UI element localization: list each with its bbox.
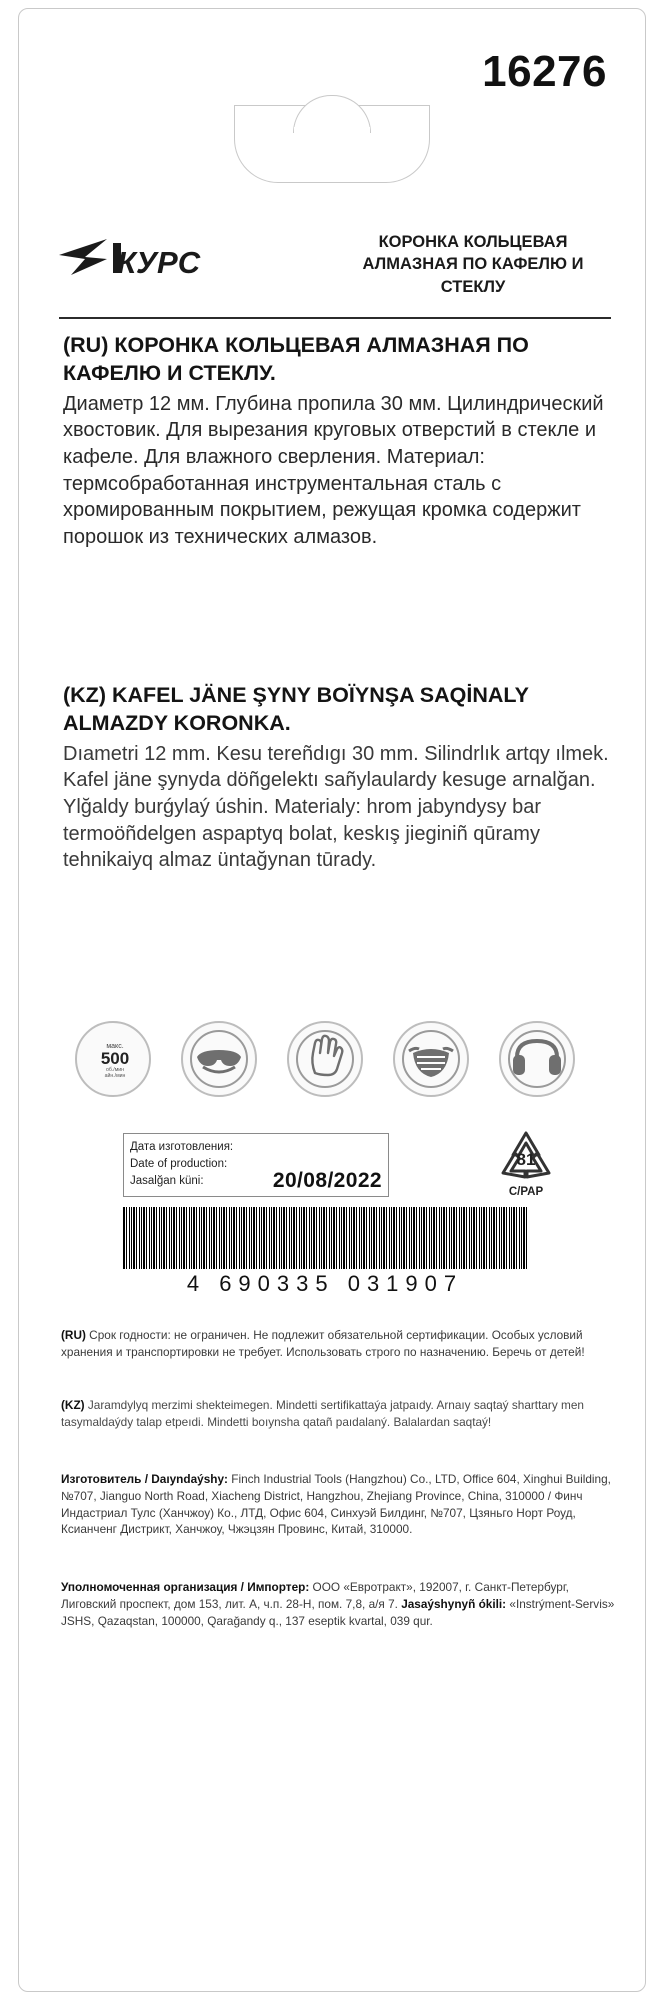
- description-kz-title: (KZ) KAFEL JÄNE ŞYNY BOÏYNŞA SAQİNALY ALMAZDY KORONKA.: [63, 683, 529, 736]
- description-ru-title: (RU) КОРОНКА КОЛЬЦЕВАЯ АЛМАЗНАЯ ПО КАФЕЛЮ И СТЕКЛУ.: [63, 333, 529, 386]
- fine-print-shelf-life-ru: (RU) Срок годности: не ограничен. Не подлежит обязательной сертификации. Особых условий хранения и транспортировки не требует. Использовать строго по назначению. Беречь от детей!: [61, 1328, 585, 1359]
- divider-rule: [59, 317, 611, 319]
- respirator-mask-icon: [393, 1021, 469, 1097]
- production-date-label-kz: Jasalğan küni:: [130, 1175, 204, 1188]
- max-rpm-unit: об./мин айн./мин: [104, 1067, 126, 1079]
- production-date-label-ru: Дата изготовления:: [130, 1141, 234, 1153]
- description-kz-body: Dıametri 12 mm. Kesu tereñdıgı 30 mm. Silindrlık artqy ılmek. Kafel jäne şynyda döñgelektı sañylaulardy kesuge arnalğan. Ylğaldy burǵylaý úshin. Materialy: hrom jabyndysy bar termoöñdelgen aspaptyq bolat, keskış jieginiñ qūramy tehnikaiyq almaz üntağynan tūrady.: [63, 742, 609, 872]
- fine-print-shelf-life-kz: (KZ) Jaramdylyq merzimi shekteimegen. Mindetti sertifikattaýa jatpaıdy. Arnaıy saqtaý sharttary men tasymaldaýdy talap etpeıdi. Mindetti boıynsha qatañ paıdalaný. Balalardan saqtaý!: [61, 1398, 584, 1429]
- max-rpm-label: макс.: [106, 1042, 124, 1050]
- description-ru-body: Диаметр 12 мм. Глубина пропила 30 мм. Цилиндрический хвостовик. Для вырезания круговых отверстий в стекле и кафеле. Для влажного сверления. Материал: термсобработанная инструментальная сталь с хромированным покрытием, режущая кромка содержит порошок из технических алмазов.: [63, 392, 604, 548]
- max-rpm-icon: [75, 1021, 151, 1097]
- fine-print-manufacturer: Изготовитель / Daıyndaýshy: Finch Industrial Tools (Hangzhou) Co., LTD, Office 604, Xinghui Building, №707, Jianguo North Road, Xiacheng District, Hangzhou, Zhejiang Province, China, 310000 / Финч Индастриал Тулс (Ханчжоу) Ко., ЛТД, Офис 604, Синхуэй Билдинг, №707, Цзяньго Норт Роуд, Ксианченг Дистрикт, Ханчжоу, Чжэцзян Провинс, Китай, 310000.: [61, 1472, 611, 1537]
- brand-row: [19, 227, 645, 305]
- svg-text:КУРС: КУРС: [117, 245, 201, 280]
- fine-print-importer: Уполномоченная организация / Импортер: ООО «Евротракт», 192007, г. Санкт-Петербург, Лиговский проспект, дом 153, лит. А, ч.п. 28-Н, пом. 7,8, а/я 7. Jasaýshynyñ ókili: «Instrýment-Servis» JSHS, Qazaqstan, 100000, Qarağandy q., 137 eseptik kvartal, 039 qur.: [61, 1580, 615, 1628]
- production-date-labels: [130, 1139, 233, 1190]
- recycle-triangle-icon: [495, 1127, 557, 1185]
- production-date-label-en: Date of production:: [130, 1158, 228, 1171]
- recycle-mark: [489, 1127, 563, 1207]
- product-label-card: [18, 8, 646, 1992]
- sku-number: 16276: [482, 47, 607, 96]
- barcode-block: [123, 1207, 527, 1297]
- recycle-material-code: C/PAP: [508, 1186, 544, 1198]
- production-date-box: [123, 1133, 389, 1197]
- production-date-value: 20/08/2022: [272, 1169, 382, 1192]
- safety-glasses-icon: [181, 1021, 257, 1097]
- barcode-digits: 4 690335 031907: [186, 1271, 464, 1296]
- euro-hang-slot-mask: [294, 127, 370, 135]
- description-ru: [63, 331, 619, 550]
- kurs-logo: [55, 229, 255, 291]
- ear-protection-icon: [499, 1021, 575, 1097]
- brand-product-title: КОРОНКА КОЛЬЦЕВАЯ АЛМАЗНАЯ ПО КАФЕЛЮ И СТЕКЛУ: [362, 233, 584, 296]
- description-kz: [63, 681, 619, 874]
- protective-gloves-icon: [287, 1021, 363, 1097]
- max-rpm-value: 500: [100, 1049, 130, 1069]
- pictogram-row: [75, 1021, 595, 1107]
- barcode-bars: [123, 1207, 527, 1269]
- recycle-number: 81: [516, 1150, 536, 1169]
